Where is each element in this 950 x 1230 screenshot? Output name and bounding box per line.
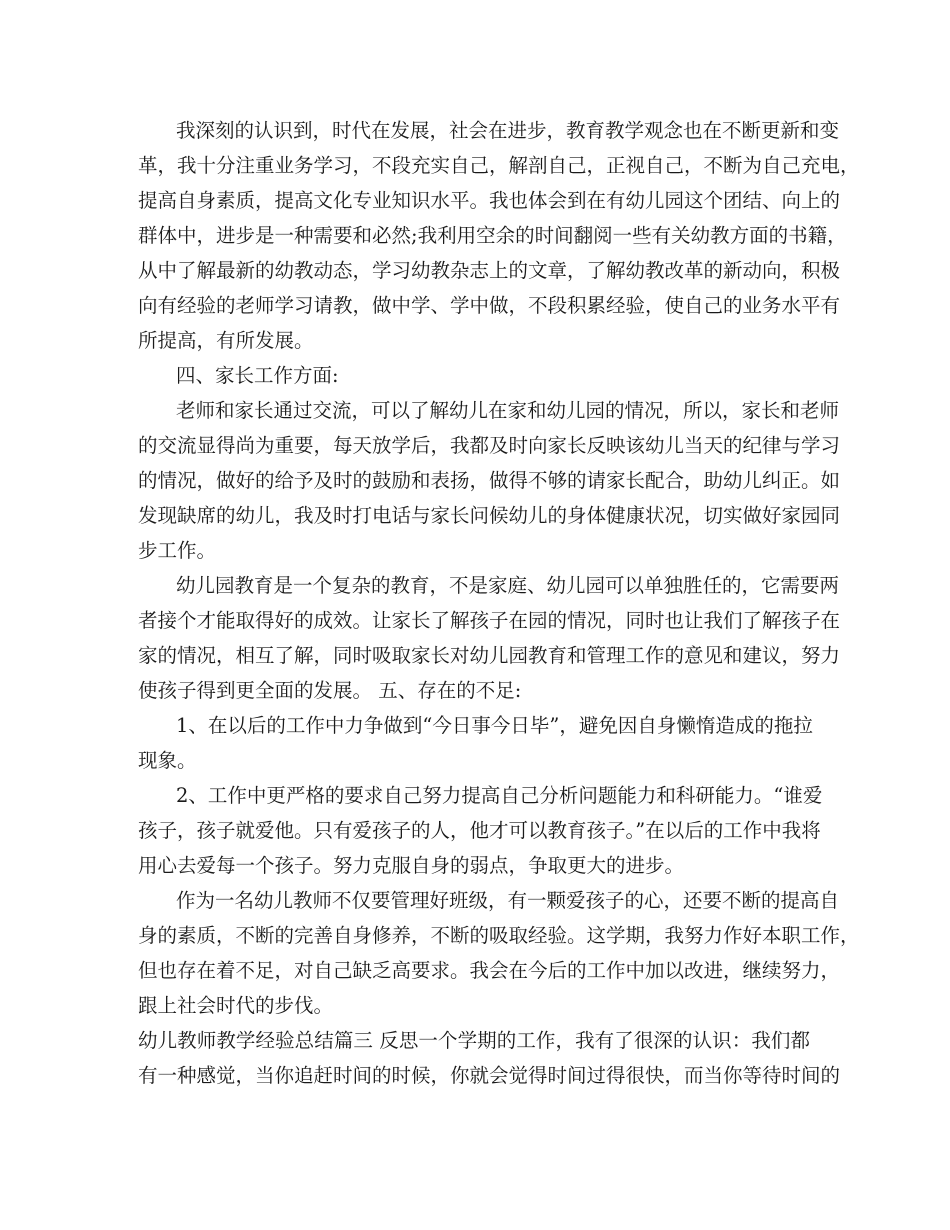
- text-line: 幼儿园教育是一个复杂的教育，不是家庭、幼儿园可以单独胜任的，它需要两: [176, 574, 840, 597]
- text-line: 群体中，进步是一种需要和必然;我利用空余的时间翻阅一些有关幼教方面的书籍，: [138, 224, 847, 247]
- text-line: 跟上社会时代的步伐。: [138, 994, 334, 1017]
- text-line: 步工作。: [138, 539, 217, 562]
- list-item-line: 孩子，孩子就爱他。只有爱孩子的人，他才可以教育孩子。”在以后的工作中我将: [138, 819, 821, 842]
- text-line: 老师和家长通过交流，可以了解幼儿在家和幼儿园的情况，所以，家长和老师: [176, 399, 840, 422]
- list-item-line: 现象。: [138, 749, 197, 772]
- section-title-line: 幼儿教师教学经验总结篇三 反思一个学期的工作，我有了很深的认识：我们都: [138, 1029, 810, 1052]
- text-line: 有一种感觉，当你追赶时间的时候，你就会觉得时间过得很快，而当你等待时间的: [138, 1064, 841, 1087]
- text-line: 发现缺席的幼儿，我及时打电话与家长问候幼儿的身体健康状况，切实做好家园同: [138, 504, 841, 527]
- text-line: 所提高，有所发展。: [138, 329, 314, 352]
- text-line: 提高自身素质，提高文化专业知识水平。我也体会到在有幼儿园这个团结、向上的: [138, 189, 841, 212]
- text-line: 从中了解最新的幼教动态，学习幼教杂志上的文章，了解幼教改革的新动向，积极: [138, 259, 841, 282]
- section-heading: 四、家长工作方面:: [176, 364, 339, 387]
- list-item-line: 用心去爱每一个孩子。努力克服自身的弱点，争取更大的进步。: [138, 854, 685, 877]
- text-line: 但也存在着不足，对自己缺乏高要求。我会在今后的工作中加以改进，继续努力，: [138, 959, 841, 982]
- text-line: 家的情况，相互了解，同时吸取家长对幼儿园教育和管理工作的意见和建议，努力: [138, 644, 841, 667]
- text-line: 向有经验的老师学习请教，做中学、学中做，不段积累经验，使自己的业务水平有: [138, 294, 841, 317]
- text-line: 的情况，做好的给予及时的鼓励和表扬，做得不够的请家长配合，助幼儿纠正。如: [138, 469, 841, 492]
- text-line: 的交流显得尚为重要，每天放学后，我都及时向家长反映该幼儿当天的纪律与学习: [138, 434, 841, 457]
- list-item-line: 2、工作中更严格的要求自己努力提高自己分析问题能力和科研能力。“谁爱: [176, 784, 823, 807]
- text-line: 我深刻的认识到，时代在发展，社会在进步，教育教学观念也在不断更新和变: [176, 119, 840, 142]
- text-line: 使孩子得到更全面的发展。 五、存在的不足:: [138, 679, 522, 702]
- text-line: 作为一名幼儿教师不仅要管理好班级，有一颗爱孩子的心，还要不断的提高自: [176, 889, 840, 912]
- text-line: 者接个才能取得好的成效。让家长了解孩子在园的情况，同时也让我们了解孩子在: [138, 609, 841, 632]
- list-item-line: 1、在以后的工作中力争做到“今日事今日毕”，避免因自身懒惰造成的拖拉: [176, 714, 813, 737]
- text-line: 革，我十分注重业务学习，不段充实自己，解剖自己，正视自己，不断为自己充电，: [138, 154, 860, 177]
- text-line: 身的素质，不断的完善自身修养，不断的吸取经验。这学期，我努力作好本职工作，: [138, 924, 860, 947]
